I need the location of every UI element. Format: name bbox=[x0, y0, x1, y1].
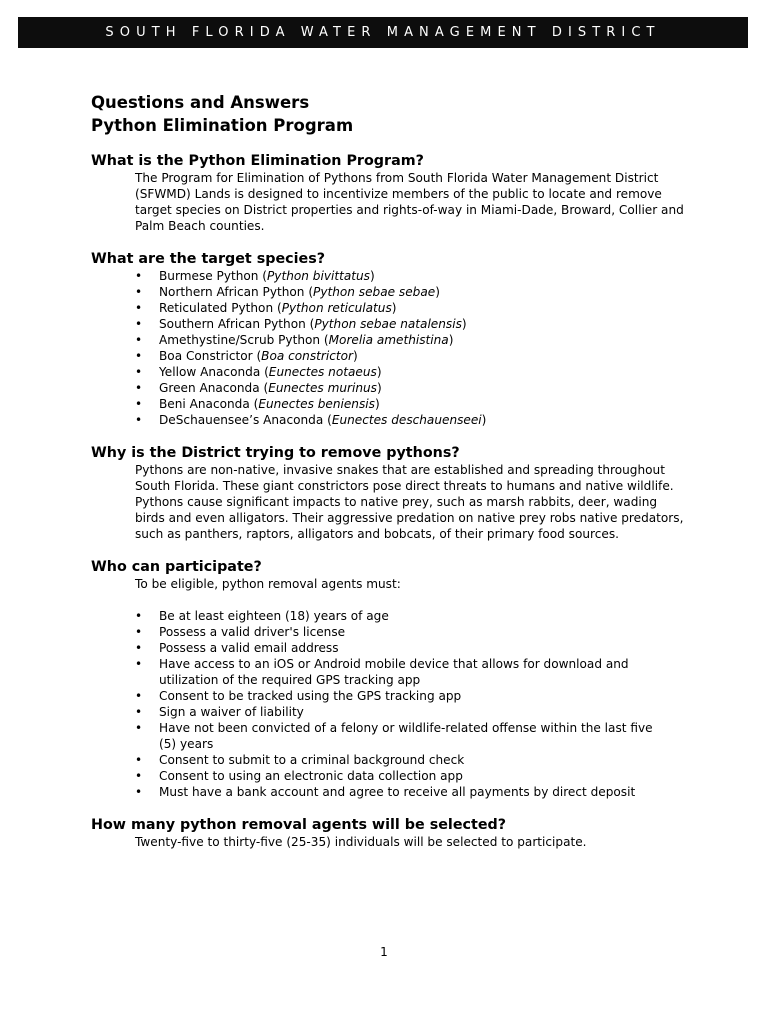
answer-how-many: Twenty-five to thirty-five (25-35) individuals will be selected to participate. bbox=[135, 835, 587, 849]
list-item bbox=[135, 688, 660, 704]
document-title-line-2: Python Elimination Program bbox=[91, 115, 354, 135]
list-item bbox=[135, 768, 660, 784]
species-scientific-name: Boa constrictor bbox=[261, 349, 353, 363]
species-scientific-name: Morelia amethistina bbox=[328, 333, 449, 347]
bullet-icon: • bbox=[135, 397, 143, 411]
list-item bbox=[135, 624, 660, 640]
list-item: • Amethystine/Scrub Python (Morelia amethistina) bbox=[135, 333, 454, 347]
eligibility-requirement: Must have a bank account and agree to receive all payments by direct deposit bbox=[159, 785, 636, 799]
question-program: What is the Python Elimination Program? bbox=[91, 153, 424, 169]
bullet-icon: • bbox=[135, 657, 143, 671]
species-common-name: Southern African Python bbox=[159, 317, 306, 331]
eligibility-list bbox=[135, 608, 660, 800]
bullet-icon: • bbox=[135, 769, 143, 783]
bullet-icon: • bbox=[135, 349, 143, 363]
who-intro: To be eligible, python removal agents must: bbox=[135, 577, 401, 591]
bullet-icon: • bbox=[135, 705, 143, 719]
species-common-name: Reticulated Python bbox=[159, 301, 274, 315]
list-item: • Boa Constrictor (Boa constrictor) bbox=[135, 349, 358, 363]
species-common-name: DeSchauensee’s Anaconda bbox=[159, 413, 324, 427]
eligibility-requirement: Have access to an iOS or Android mobile device that allows for download and utilization of the required GPS tracking app bbox=[159, 657, 629, 687]
answer-program: The Program for Elimination of Pythons from South Florida Water Management District (SFWMD) Lands is designed to incentivize members of the public to locate and remove target species on District properties and rights-of-way in Miami-Dade, Broward, Collier and Palm Beach counties. bbox=[135, 171, 684, 233]
bullet-icon: • bbox=[135, 785, 143, 799]
list-item: • DeSchauensee’s Anaconda (Eunectes deschauenseei) bbox=[135, 413, 487, 427]
species-common-name: Burmese Python bbox=[159, 269, 259, 283]
bullet-icon: • bbox=[135, 301, 143, 315]
list-item bbox=[135, 752, 660, 768]
question-species: What are the target species? bbox=[91, 251, 326, 267]
bullet-icon: • bbox=[135, 269, 143, 283]
species-common-name: Boa Constrictor bbox=[159, 349, 253, 363]
bullet-icon: • bbox=[135, 721, 143, 735]
list-item: • Burmese Python (Python bivittatus) bbox=[135, 269, 375, 283]
section-who bbox=[91, 558, 691, 800]
question-why: Why is the District trying to remove pythons? bbox=[91, 445, 460, 461]
bullet-icon: • bbox=[135, 609, 143, 623]
bullet-icon: • bbox=[135, 365, 143, 379]
section-program bbox=[91, 152, 691, 234]
section-how-many bbox=[91, 816, 691, 850]
species-scientific-name: Python reticulatus bbox=[281, 301, 392, 315]
species-scientific-name: Python bivittatus bbox=[267, 269, 370, 283]
list-item: • Reticulated Python (Python reticulatus) bbox=[135, 301, 397, 315]
list-item: • Yellow Anaconda (Eunectes notaeus) bbox=[135, 365, 382, 379]
species-common-name: Amethystine/Scrub Python bbox=[159, 333, 321, 347]
species-scientific-name: Python sebae natalensis bbox=[314, 317, 462, 331]
list-item: • Southern African Python (Python sebae natalensis) bbox=[135, 317, 467, 331]
eligibility-requirement: Possess a valid email address bbox=[159, 641, 339, 655]
list-item: • Green Anaconda (Eunectes murinus) bbox=[135, 381, 382, 395]
section-species bbox=[91, 250, 691, 428]
question-how-many: How many python removal agents will be selected? bbox=[91, 817, 507, 833]
spacer bbox=[91, 592, 691, 608]
bullet-icon: • bbox=[135, 285, 143, 299]
bullet-icon: • bbox=[135, 333, 143, 347]
species-list bbox=[135, 268, 660, 428]
species-scientific-name: Eunectes deschauenseei bbox=[331, 413, 482, 427]
bullet-icon: • bbox=[135, 317, 143, 331]
species-common-name: Northern African Python bbox=[159, 285, 305, 299]
bullet-icon: • bbox=[135, 625, 143, 639]
bullet-icon: • bbox=[135, 381, 143, 395]
eligibility-requirement: Have not been convicted of a felony or wildlife-related offense within the last five (5) years bbox=[159, 721, 653, 751]
species-common-name: Beni Anaconda bbox=[159, 397, 250, 411]
document-title-line-1: Questions and Answers bbox=[91, 93, 310, 112]
species-scientific-name: Eunectes murinus bbox=[268, 381, 377, 395]
bullet-icon: • bbox=[135, 641, 143, 655]
list-item: • Beni Anaconda (Eunectes beniensis) bbox=[135, 397, 380, 411]
list-item bbox=[135, 784, 660, 800]
question-who: Who can participate? bbox=[91, 559, 262, 575]
eligibility-requirement: Consent to be tracked using the GPS tracking app bbox=[159, 689, 462, 703]
species-common-name: Green Anaconda bbox=[159, 381, 260, 395]
eligibility-requirement: Be at least eighteen (18) years of age bbox=[159, 609, 389, 623]
header-banner bbox=[18, 17, 748, 48]
list-item bbox=[135, 608, 660, 624]
header-banner-text: SOUTH FLORIDA WATER MANAGEMENT DISTRICT bbox=[105, 25, 661, 40]
eligibility-requirement: Consent to using an electronic data collection app bbox=[159, 769, 463, 783]
page-number: 1 bbox=[380, 945, 388, 959]
eligibility-requirement: Consent to submit to a criminal background check bbox=[159, 753, 465, 767]
document-body bbox=[91, 92, 691, 850]
list-item bbox=[135, 720, 660, 752]
eligibility-requirement: Possess a valid driver's license bbox=[159, 625, 346, 639]
species-scientific-name: Python sebae sebae bbox=[313, 285, 436, 299]
bullet-icon: • bbox=[135, 753, 143, 767]
answer-why: Pythons are non-native, invasive snakes that are established and spreading throughout South Florida. These giant constrictors pose direct threats to humans and native wildlife. Pythons cause significant impacts to native prey, such as marsh rabbits, deer, wading birds and even alligators. Their aggressive predation on native prey robs native predators, such as panthers, raptors, alligators and bobcats, of their primary food sources. bbox=[135, 463, 684, 541]
species-common-name: Yellow Anaconda bbox=[159, 365, 261, 379]
list-item bbox=[135, 640, 660, 656]
list-item: • Northern African Python (Python sebae sebae) bbox=[135, 285, 440, 299]
eligibility-requirement: Sign a waiver of liability bbox=[159, 705, 304, 719]
species-scientific-name: Eunectes notaeus bbox=[268, 365, 377, 379]
bullet-icon: • bbox=[135, 413, 143, 427]
section-why bbox=[91, 444, 691, 542]
species-scientific-name: Eunectes beniensis bbox=[258, 397, 375, 411]
list-item bbox=[135, 656, 660, 688]
bullet-icon: • bbox=[135, 689, 143, 703]
list-item bbox=[135, 704, 660, 720]
